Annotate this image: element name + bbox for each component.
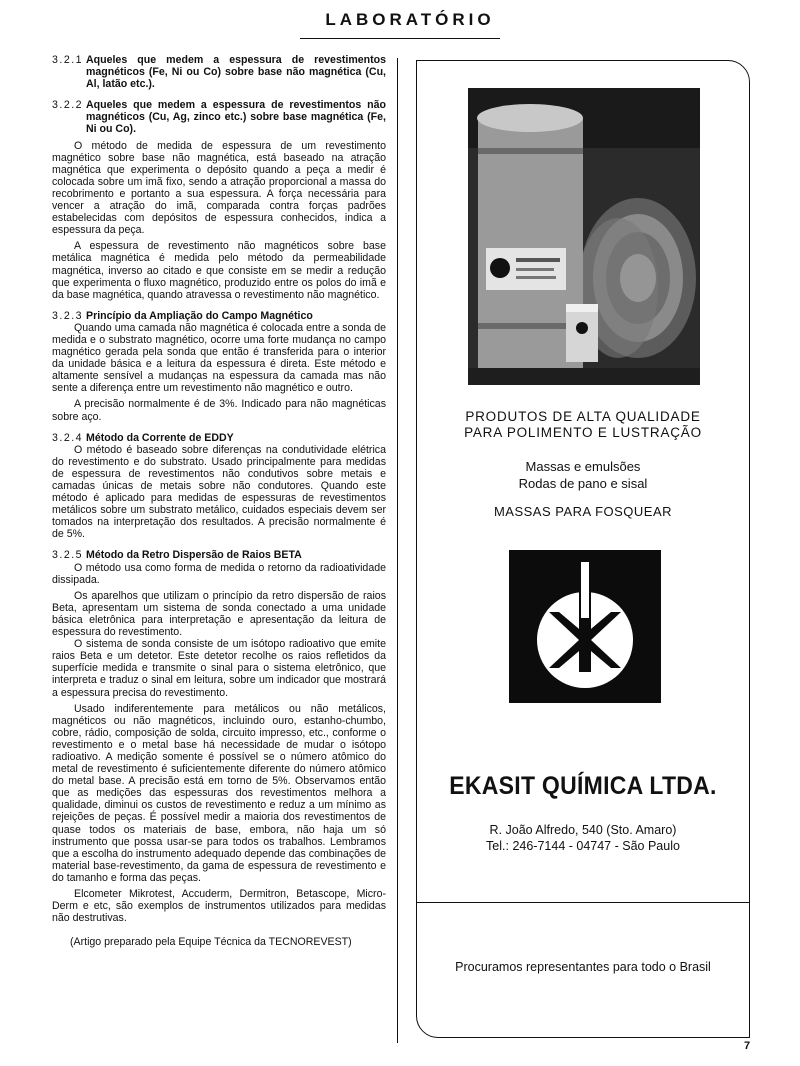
paragraph: A precisão normalmente é de 3%. Indicado para não magnéticas sobre aço.	[52, 398, 386, 423]
ad-massas-line: MASSAS PARA FOSQUEAR	[493, 504, 673, 519]
section-number: 3.2.5	[52, 549, 84, 562]
ad-product-line: Massas e emulsões	[525, 459, 641, 474]
ad-divider	[417, 902, 749, 903]
representatives-notice: Procuramos representantes para todo o Brasil	[455, 960, 711, 974]
paragraph: O sistema de sonda consiste de um isótopo radioativo que emite raios Beta e um detetor. Este detetor recolhe os raios refletidos da superfície medida e transmite o sinal para o sistema eletrônico, que interpreta e traduz o sinal em leitura, sobre um indicador que mostrará a espessura precisa do revestimento.	[52, 638, 386, 699]
paragraph: Quando uma camada não magnética é colocada entre a sonda de medida e o substrato magnético, ocorre uma forte mudança no campo magnético gerada pela sonda que então é transferida para o interior da unidade básica e a leitura da espessura é direta. Este método e altamente sensível a mudanças na espessura da camada mas não sente a diferença entre um revestimento não magnético e outro.	[52, 321, 386, 395]
section-3-2-2	[52, 99, 386, 135]
product-jar	[566, 304, 598, 362]
ad-headline-line: PRODUTOS DE ALTA QUALIDADE	[465, 409, 701, 424]
ekasit-logo-icon	[509, 550, 661, 703]
paragraph: Os aparelhos que utilizam o princípio da retro dispersão de raios Beta, apresentam um sistema de sonda conectado a uma unidade básica eletrônica para interpretação e apresentação da leitura de espessura do revestimento.	[52, 589, 386, 639]
section-number: 3.2.1	[52, 54, 84, 66]
section-title: Aqueles que medem a espessura de revestimentos magnéticos (Fe, Ni ou Co) sobre base não magnética (Cu, Al, latão etc.).	[86, 54, 386, 91]
phone-line: Tel.: 246-7144 - 04747 - São Paulo	[486, 839, 680, 853]
article-credit: (Artigo preparado pela Equipe Técnica da TECNOREVEST)	[70, 936, 352, 949]
address-line: R. João Alfredo, 540 (Sto. Amaro)	[489, 823, 677, 837]
header-rule	[300, 38, 500, 39]
section-3-2-3	[52, 310, 386, 322]
section-title: Princípio da Ampliação do Campo Magnético	[86, 309, 313, 322]
section-number: 3.2.2	[52, 99, 84, 112]
section-title: Método da Retro Dispersão de Raios BETA	[86, 549, 302, 562]
page-number: 7	[744, 1040, 751, 1052]
paragraph: O método é baseado sobre diferenças na condutividade elétrica do revestimento e do substrato. Usado principalmente para medidas de espessura de revestimentos não condutivos sobre metais e camadas únicas de metais sobre não condutores. Quando este método é aplicado para medidas de espessuras de revestimentos metálicos sobre um substrato metálico, cuidados especiais devem ser tomados na interpretação dos resultados. A precisão normalmente é de 5%.	[52, 443, 386, 541]
page-header: LABORATÓRIO	[325, 10, 495, 29]
company-address	[418, 822, 748, 854]
paragraph: Usado indiferentemente para metálicos ou não metálicos, magnéticos ou não magnéticos, incluindo ouro, estanho-chumbo, cobre, rádio, composição de solda, circuito impresso, etc., conforme o revestimento e o metal base há necessidade de mudar o isótopo radioativo. A medição somente é possível se o número atômico do metal de revestimento é suficientemente diferente do número atômico do metal base. A precisão está em torno de 5%. Observamos então que as medições das espessuras dos revestimentos melhora a qualidade, diminui os custos de revestimento e reduz a um mínimo as rejeições de peças. É possível medir a maioria dos revestimentos de quase todos os materiais de base, embora, não haja um só instrumento que possa usar-se para todos os trabalhos. Lembramos que a escolha do instrumento adequado depende das combinações de material base-revestimento, da gama de espessura de revestimento e do tamanho e forma das peças.	[52, 702, 386, 884]
product-photo	[468, 88, 700, 385]
section-title: Método da Corrente de EDDY	[86, 431, 234, 444]
product-photo-illustration	[468, 88, 700, 385]
section-number: 3.2.4	[52, 431, 84, 444]
ad-products	[418, 458, 748, 492]
ad-headline	[418, 409, 748, 441]
ad-product-line: Rodas de pano e sisal	[518, 476, 648, 491]
section-3-2-4	[52, 432, 386, 444]
company-logo	[509, 550, 661, 703]
ad-headline-line: PARA POLIMENTO E LUSTRAÇÃO	[464, 425, 702, 440]
section-title: Aqueles que medem a espessura de revestimentos não magnéticos (Cu, Ag, zinco etc.) sobre base magnética (Fe, Ni ou Co).	[86, 99, 386, 136]
paragraph: O método usa como forma de medida o retorno da radioatividade dissipada.	[52, 561, 386, 586]
section-number: 3.2.3	[52, 309, 84, 322]
article-column	[52, 54, 386, 959]
paragraph: Elcometer Mikrotest, Accuderm, Dermitron, Betascope, Micro-Derm e etc, são exemplos de instrumentos utilizados para medidas não destrutivas.	[52, 888, 386, 925]
paragraph: O método de medida de espessura de um revestimento magnético sobre base não magnética, está baseado na atração magnética que experimenta o depósito quando a peça a medir é colocada sobre um imã fixo, sendo a atração proporcional a massa do recobrimento e portanto a sua espessura. A força necessária para vencer a atração do imã, comparada contra forças padrões estabelecidas com depósitos de espessura conhecidos, indica a espessura da peça.	[52, 139, 386, 237]
company-name: EKASIT QUÍMICA LTDA.	[449, 772, 717, 800]
column-divider	[397, 58, 398, 1043]
paragraph: A espessura de revestimento não magnéticos sobre base metálica magnética é medida pelo método da permeabilidade magnética, inverso ao citado e que consiste em se medir a redução que experimenta o fluxo magnético, produzido entre os polos do imã e da base magnética, quando atravessa o revestimento não magnético.	[52, 240, 386, 301]
section-3-2-5	[52, 549, 386, 561]
section-3-2-1	[52, 54, 386, 90]
